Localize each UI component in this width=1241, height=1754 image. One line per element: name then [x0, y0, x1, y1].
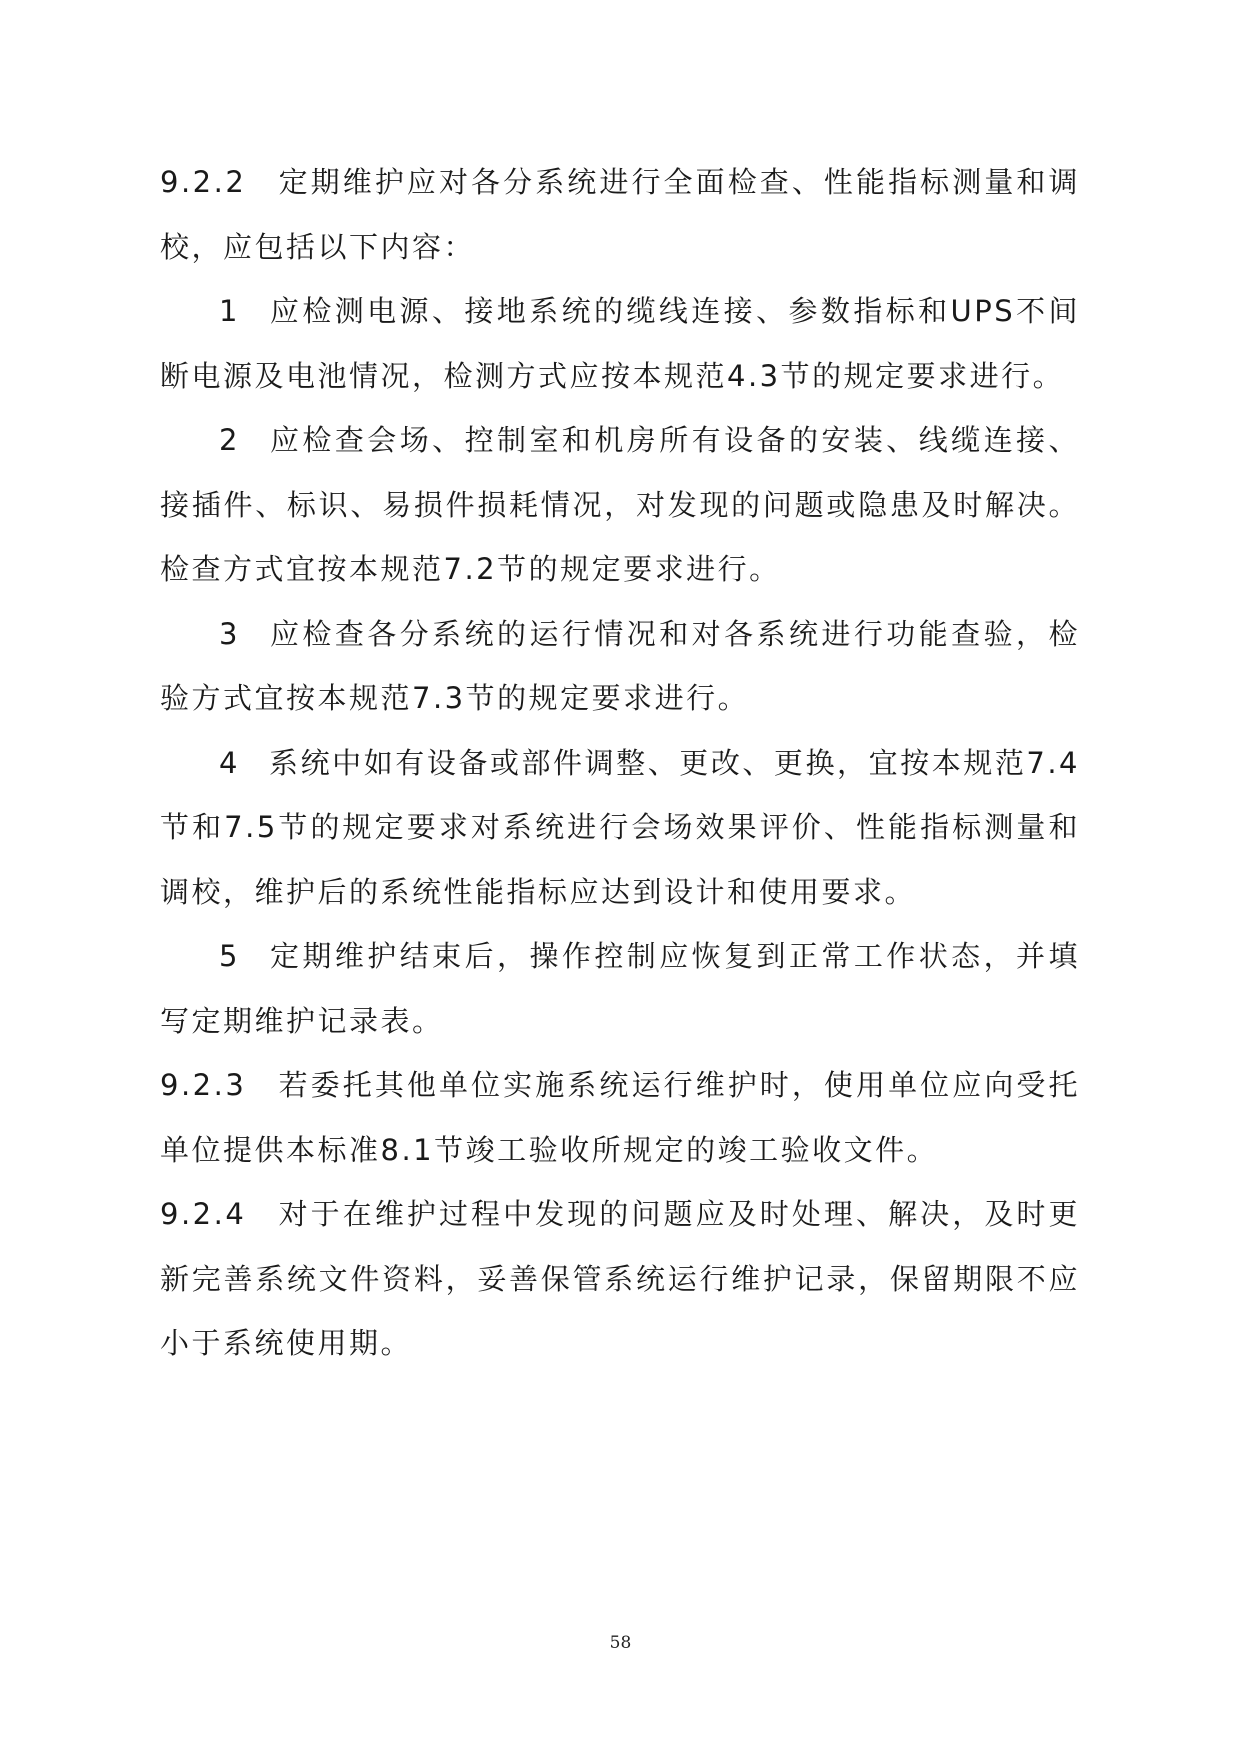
item-number: 4 [219, 745, 240, 780]
item-text: 定期维护结束后，操作控制应恢复到正常工作状态，并填写定期维护记录表。 [160, 939, 1080, 1038]
item-text: 应检测电源、接地系统的缆线连接、参数指标和UPS不间断电源及电池情况，检测方式应按本规范4.3节的规定要求进行。 [160, 294, 1080, 393]
list-item-3 [160, 602, 1080, 731]
page-number: 58 [609, 1633, 632, 1653]
clause-number: 9.2.2 [160, 165, 247, 199]
item-number: 3 [219, 616, 240, 651]
clause-text: 定期维护应对各分系统进行全面检查、性能指标测量和调校，应包括以下内容： [160, 165, 1080, 264]
item-number: 2 [219, 423, 240, 457]
clause-number: 9.2.4 [160, 1197, 247, 1231]
clause-9-2-3 [160, 1053, 1080, 1182]
body-text [160, 150, 1080, 1376]
list-item-4 [160, 731, 1080, 925]
clause-number: 9.2.3 [160, 1068, 247, 1102]
clause-9-2-4 [160, 1182, 1080, 1376]
item-number: 1 [219, 294, 240, 328]
clause-text: 若委托其他单位实施系统运行维护时，使用单位应向受托单位提供本标准8.1节竣工验收所规定的竣工验收文件。 [160, 1068, 1080, 1167]
item-text: 应检查会场、控制室和机房所有设备的安装、线缆连接、接插件、标识、易损件损耗情况，对发现的问题或隐患及时解决。检查方式宜按本规范7.2节的规定要求进行。 [160, 423, 1080, 586]
clause-text: 对于在维护过程中发现的问题应及时处理、解决，及时更新完善系统文件资料，妥善保管系统运行维护记录，保留期限不应小于系统使用期。 [160, 1197, 1080, 1360]
list-item-5 [160, 924, 1080, 1053]
item-text: 应检查各分系统的运行情况和对各系统进行功能查验，检验方式宜按本规范7.3节的规定要求进行。 [160, 616, 1080, 715]
list-item-2 [160, 408, 1080, 602]
item-text: 系统中如有设备或部件调整、更改、更换，宜按本规范7.4节和7.5节的规定要求对系统进行会场效果评价、性能指标测量和调校，维护后的系统性能指标应达到设计和使用要求。 [160, 745, 1080, 909]
item-number: 5 [219, 939, 240, 973]
clause-9-2-2 [160, 150, 1080, 279]
list-item-1 [160, 279, 1080, 408]
